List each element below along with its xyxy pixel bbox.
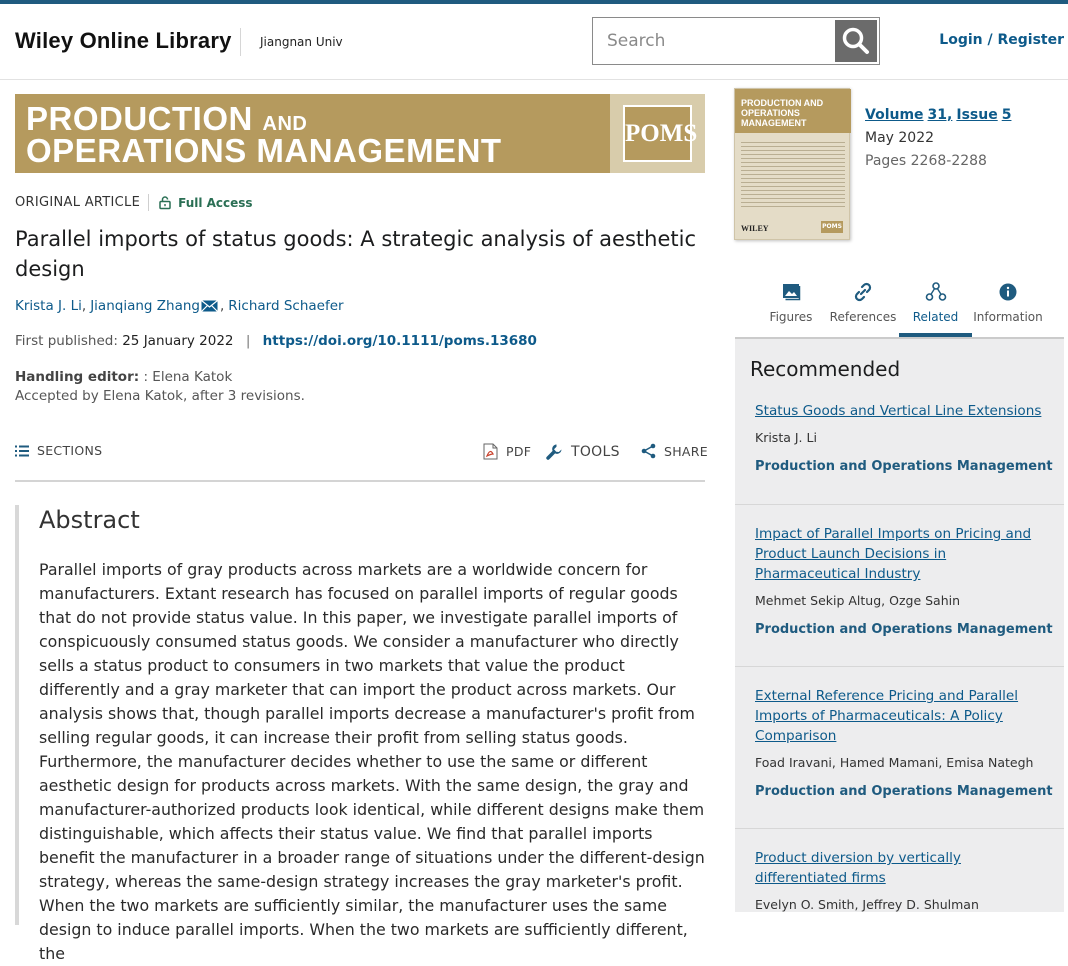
login-register-link[interactable]: Login / Register xyxy=(939,32,1064,48)
list-item xyxy=(735,848,1064,938)
handling-editor-name: : Elena Katok xyxy=(143,369,233,385)
pub-separator: | xyxy=(245,333,251,349)
article-meta-row xyxy=(15,194,253,211)
search-input[interactable] xyxy=(593,18,835,64)
abstract-heading: Abstract xyxy=(39,506,140,534)
issue-pages: Pages 2268-2288 xyxy=(865,153,987,169)
accepted-line: Accepted by Elena Katok, after 3 revisions. xyxy=(15,388,305,404)
pdf-icon xyxy=(483,443,498,460)
author-list xyxy=(15,298,344,314)
poms-logo: POMS xyxy=(623,105,692,162)
institution-name: Jiangnan Univ xyxy=(240,28,343,56)
recommended-title-link[interactable]: Product diversion by vertically differentiated firms xyxy=(755,850,961,886)
list-icon xyxy=(15,445,29,457)
issue-month: May 2022 xyxy=(865,130,935,146)
recommended-authors: Evelyn O. Smith, Jeffrey D. Shulman xyxy=(755,897,979,912)
abstract-text: Parallel imports of gray products across markets are a worldwide concern for manufacturers. Extant research has focused on parallel imports of regular goods that do not provide status value. In this paper, we investigate parallel imports of conspicuously consumed status goods. We consider a manufacturer who directly sells a status product to consumers in two markets that value the product differently and a gray marketer that can import the product across markets. Our analysis shows that, though parallel imports decrease a manufacturer's profit from selling regular goods, it can increase their profit from selling status goods. Furthermore, the manufacturer decides whether to use the same or different aesthetic design for products across markets. With the same design, the gray and manufacturer-authorized products look identical, while different designs make them distinguishable, which affects their status value. We find that parallel imports benefit the manufacturer in a broader range of situations under the different-design strategy, whereas the same-design strategy increases the gray marketer's profit. When the two markets are sufficiently similar, the manufacturer uses the same design to induce parallel imports. When the two markets are sufficiently different, the xyxy=(39,560,705,963)
first-published-date: 25 January 2022 xyxy=(122,333,234,349)
recommended-authors: Mehmet Sekip Altug, Ozge Sahin xyxy=(755,593,961,608)
banner-line-1: PRODUCTION AND xyxy=(26,100,308,137)
email-icon[interactable] xyxy=(201,300,218,312)
article-type: ORIGINAL ARTICLE xyxy=(15,195,141,210)
lock-open-icon xyxy=(159,196,171,209)
wrench-icon xyxy=(545,443,563,461)
volume-issue-link[interactable]: Volume 31, Issue 5 xyxy=(865,107,1012,123)
related-icon xyxy=(925,282,947,302)
tab-information[interactable] xyxy=(972,280,1044,337)
recommended-journal[interactable]: Production and Operations Management xyxy=(755,459,1053,474)
sections-button[interactable] xyxy=(15,443,102,458)
author-link[interactable]: Richard Schaefer xyxy=(228,298,344,314)
recommended-journal[interactable]: Production and Operations Management xyxy=(755,622,1053,637)
recommended-heading: Recommended xyxy=(750,357,901,381)
author-link[interactable]: Krista J. Li xyxy=(15,298,82,314)
share-label: SHARE xyxy=(664,443,708,459)
meta-divider xyxy=(148,194,149,211)
handling-editor-label: Handling editor: xyxy=(15,369,140,385)
issue-info xyxy=(865,104,1015,173)
abstract-section xyxy=(15,505,705,963)
list-item xyxy=(735,401,1064,505)
recommended-title-link[interactable]: External Reference Pricing and Parallel Imports of Pharmaceuticals: A Policy Comparison xyxy=(755,688,1019,744)
author-link[interactable]: Jianqiang Zhang xyxy=(90,298,200,314)
author-separator: , xyxy=(81,298,87,314)
tab-label: Information xyxy=(973,310,1043,324)
search-icon xyxy=(835,20,877,62)
info-icon xyxy=(998,282,1018,302)
cover-title: PRODUCTION AND OPERATIONS MANAGEMENT xyxy=(741,98,824,128)
pdf-button[interactable] xyxy=(483,443,531,460)
image-icon xyxy=(781,282,801,302)
tab-label: References xyxy=(829,310,897,324)
link-icon xyxy=(852,282,874,302)
article-toolbar xyxy=(15,440,708,482)
tab-label: Related xyxy=(912,310,959,324)
author-separator: , xyxy=(219,298,225,314)
recommended-authors: Krista J. Li xyxy=(755,430,817,445)
cover-badge: POMS xyxy=(821,221,843,233)
recommended-journal[interactable]: Production and Operations Management xyxy=(755,784,1053,799)
share-icon xyxy=(641,443,656,459)
share-button[interactable] xyxy=(641,443,708,459)
cover-publisher: WILEY xyxy=(741,224,769,233)
recommended-title-link[interactable]: Impact of Parallel Imports on Pricing and Product Launch Decisions in Pharmaceutical Industry xyxy=(755,526,1032,582)
publication-info xyxy=(15,333,537,349)
pdf-label: PDF xyxy=(506,444,532,459)
first-published-label: First published: xyxy=(15,333,118,349)
site-logo[interactable]: Wiley Online Library xyxy=(15,28,232,53)
banner-line-2: OPERATIONS MANAGEMENT xyxy=(26,132,502,169)
tab-references[interactable] xyxy=(826,280,900,337)
handling-editor-line xyxy=(15,368,305,387)
doi-link[interactable]: https://doi.org/10.1111/poms.13680 xyxy=(262,333,537,349)
list-item xyxy=(735,686,1064,829)
cover-header xyxy=(735,89,851,133)
tools-button[interactable] xyxy=(545,443,620,461)
article-title: Parallel imports of status goods: A strategic analysis of aesthetic design xyxy=(15,227,696,281)
recommended-authors: Foad Iravani, Hamed Mamani, Emisa Nategh xyxy=(755,755,1034,770)
list-item xyxy=(735,524,1064,667)
journal-banner[interactable] xyxy=(15,94,705,173)
recommended-panel xyxy=(735,339,1064,912)
cover-contents-lines xyxy=(741,139,845,209)
tab-label: Figures xyxy=(769,310,813,324)
tools-label: TOOLS xyxy=(571,444,620,460)
search-button[interactable] xyxy=(835,20,877,62)
full-access-badge xyxy=(159,196,252,210)
access-label: Full Access xyxy=(178,195,253,210)
tab-related[interactable] xyxy=(899,280,972,337)
editor-info xyxy=(15,368,305,406)
site-header xyxy=(0,4,1068,80)
banner-logo-area xyxy=(610,94,705,173)
recommended-title-link[interactable]: Status Goods and Vertical Line Extensions xyxy=(755,403,1042,419)
side-tabs xyxy=(756,280,1056,337)
tab-figures[interactable] xyxy=(756,280,826,337)
sections-label: SECTIONS xyxy=(37,443,103,458)
journal-cover[interactable] xyxy=(734,88,850,240)
search-box xyxy=(592,17,880,65)
